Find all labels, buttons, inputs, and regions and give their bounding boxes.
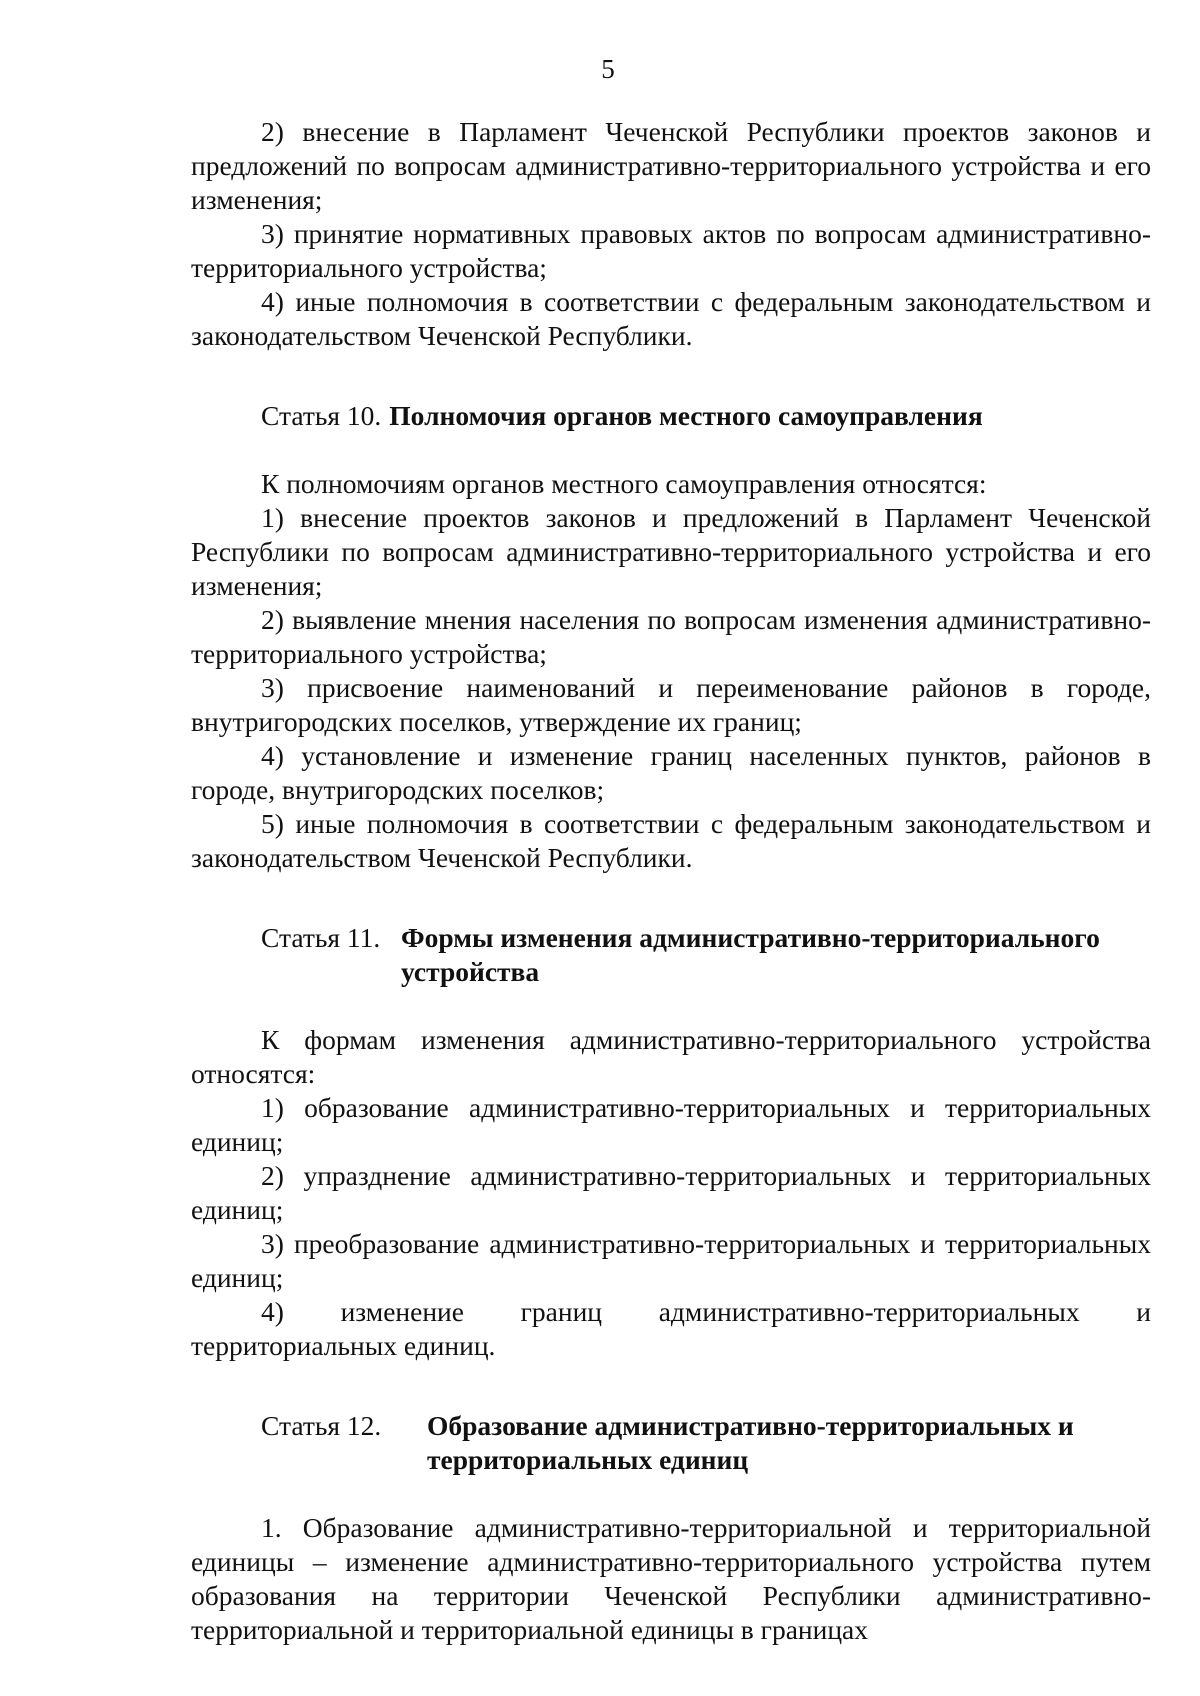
spacer [191,1477,1151,1511]
spacer [191,989,1151,1023]
document-body [191,115,1151,1647]
article-title: Формы изменения административно-территориального устройства [401,922,1100,987]
article-title: Образование административно-территориальных и территориальных единиц [427,1410,1074,1475]
paragraph: 2) упразднение административно-территориальных и территориальных единиц; [191,1160,1151,1225]
paragraph: 5) иные полномочия в соответствии с федеральным законодательством и законодательством Чеченской Республики. [191,808,1151,873]
paragraph: 4) иные полномочия в соответствии с федеральным законодательством и законодательством Чеченской Республики. [191,286,1151,351]
article-label: Статья 12. [261,1410,382,1441]
paragraph: 1) внесение проектов законов и предложений в Парламент Чеченской Республики по вопросам административно-территориального устройства и его изменения; [191,502,1151,601]
paragraph: 1. Образование административно-территориальной и территориальной единицы – изменение административно-территориального устройства путем образования на территории Чеченской Республики административно-территориальной и территориальной единицы в границах [191,1512,1151,1645]
spacer [191,433,1151,467]
article-title: Полномочия органов местного самоуправления [389,400,983,431]
paragraph: 4) установление и изменение границ населенных пунктов, районов в городе, внутригородских поселков; [191,740,1151,805]
article-heading [191,921,1151,989]
paragraph: 3) присвоение наименований и переименование районов в городе, внутригородских поселков, утверждение их границ; [191,672,1151,737]
page-number: 5 [601,54,615,84]
paragraph: 4) изменение границ административно-территориальных и территориальных единиц. [191,1296,1151,1361]
paragraph: 2) выявление мнения населения по вопросам изменения административно-территориального устройства; [191,604,1151,669]
spacer [191,875,1151,909]
paragraph: К полномочиям органов местного самоуправления относятся: [261,468,987,499]
article-heading [191,1409,1151,1477]
paragraph: 1) образование административно-территориальных и территориальных единиц; [191,1092,1151,1157]
article-heading [191,399,1151,433]
paragraph: 2) внесение в Парламент Чеченской Республики проектов законов и предложений по вопросам административно-территориального устройства и его изменения; [191,116,1151,215]
paragraph: 3) преобразование административно-территориальных и территориальных единиц; [191,1228,1151,1293]
article-label: Статья 11. [261,922,381,953]
spacer [191,353,1151,387]
spacer [191,1363,1151,1397]
paragraph: К формам изменения административно-территориального устройства относятся: [191,1024,1151,1089]
paragraph: 3) принятие нормативных правовых актов по вопросам административно-территориального устройства; [191,218,1151,283]
article-label: Статья 10. [261,400,382,431]
